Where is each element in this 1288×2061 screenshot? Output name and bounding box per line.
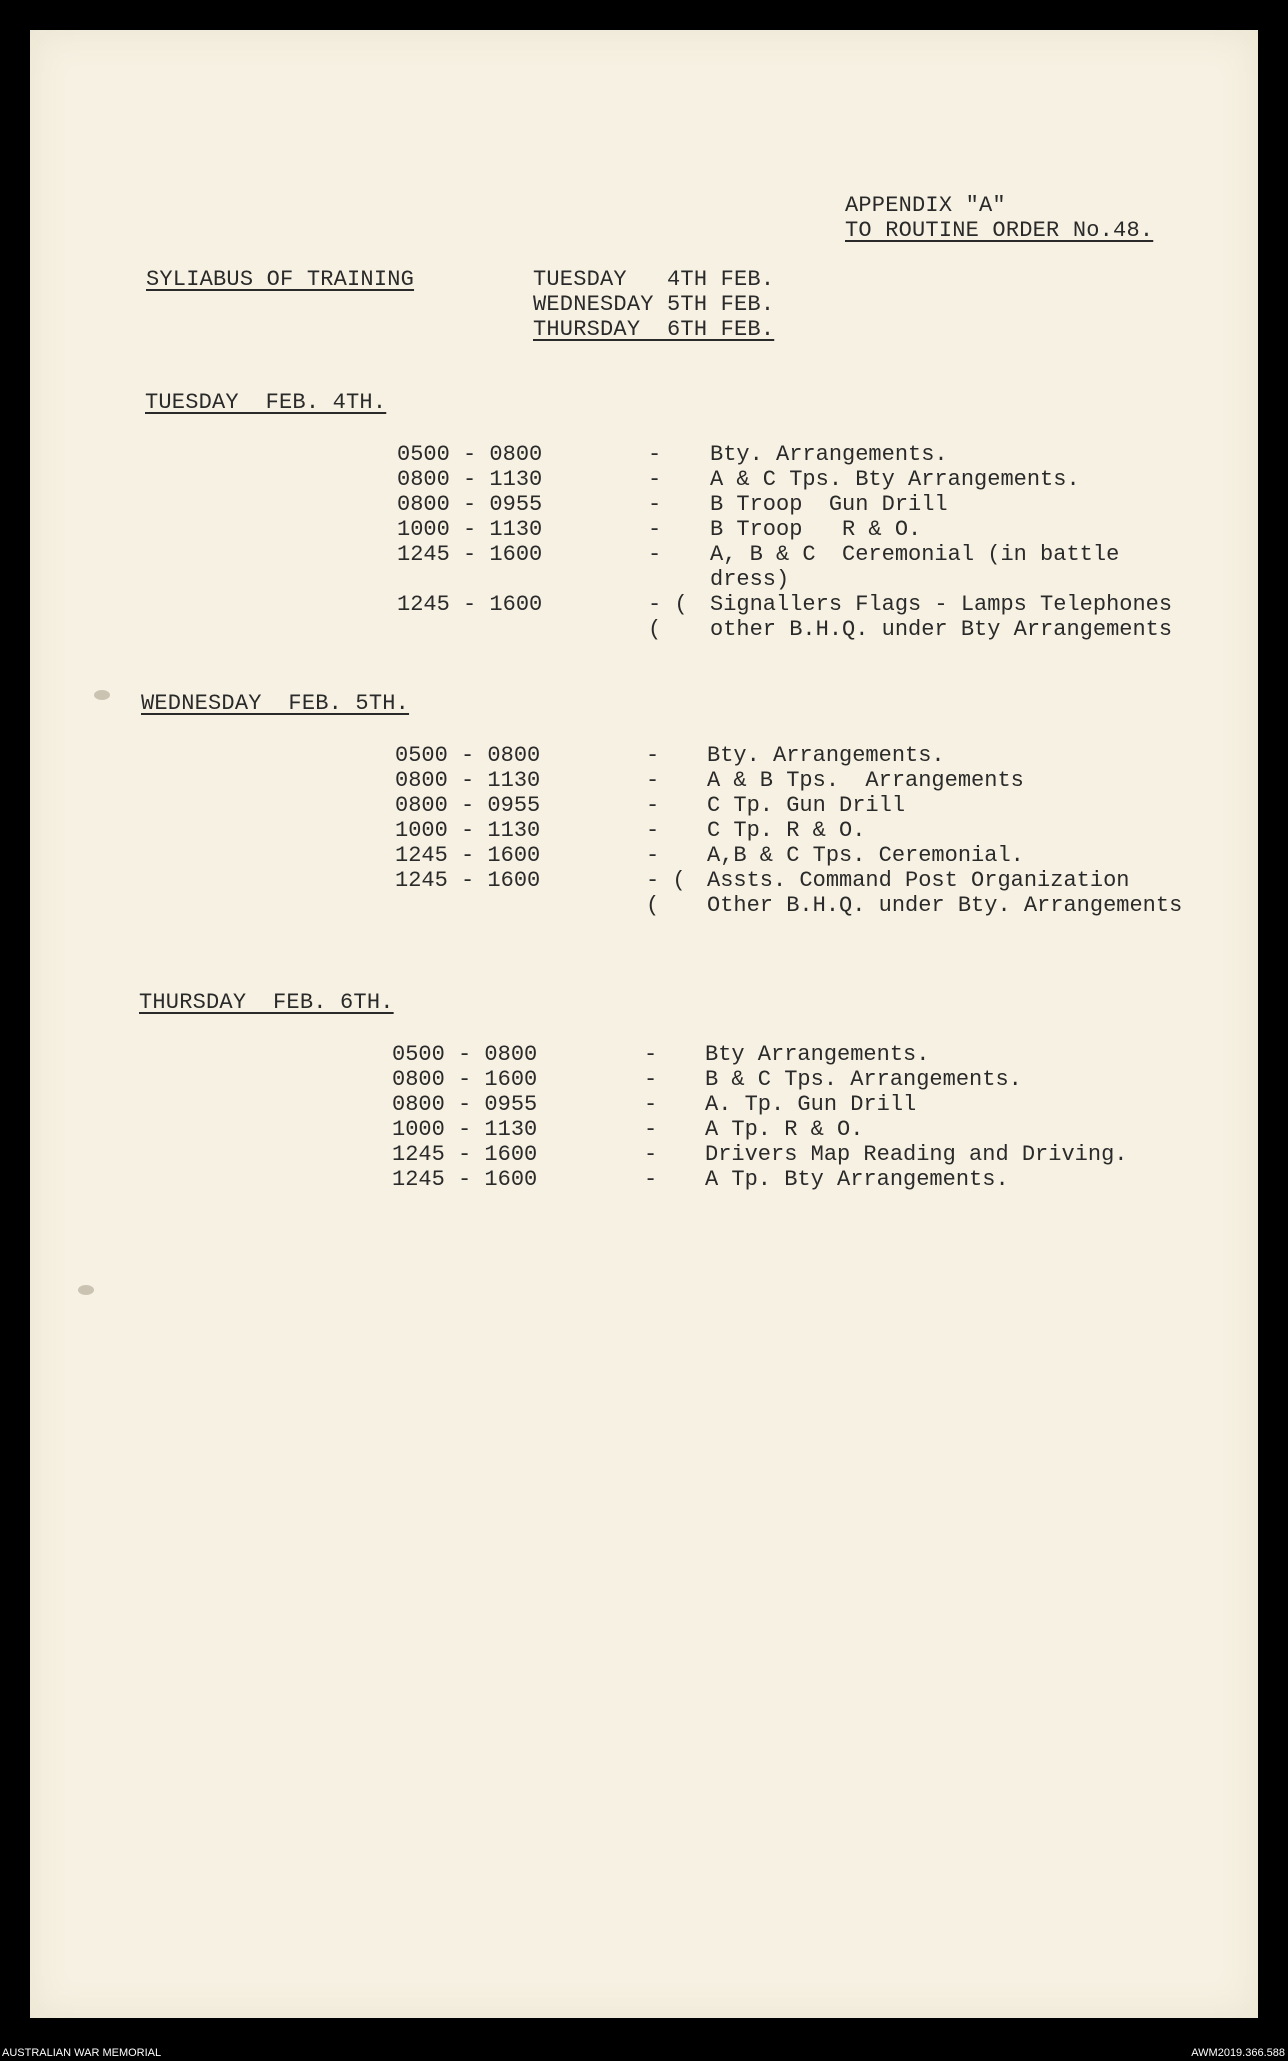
separator: - — [648, 442, 662, 467]
separator: - — [644, 1117, 658, 1142]
day-heading-tuesday: TUESDAY FEB. 4TH. — [145, 390, 387, 415]
separator: - — [648, 542, 662, 567]
schedule-row — [30, 592, 1258, 617]
schedule-row — [30, 617, 1258, 642]
separator: ( — [646, 893, 660, 918]
activity: Assts. Command Post Organization — [707, 868, 1130, 893]
separator: - — [648, 517, 662, 542]
time-range: 0800 - 1130 — [395, 768, 541, 793]
activity: A Tp. R & O. — [705, 1117, 864, 1142]
schedule-row — [30, 1092, 1258, 1117]
syllabus-date-wednesday: WEDNESDAY 5TH FEB. — [533, 292, 775, 317]
separator: - ( — [648, 592, 688, 617]
time-range: 1245 - 1600 — [395, 868, 541, 893]
separator: - — [646, 818, 660, 843]
time-range: 1245 - 1600 — [397, 542, 543, 567]
activity: B Troop Gun Drill — [710, 492, 948, 517]
separator: - — [648, 467, 662, 492]
activity: Bty. Arrangements. — [710, 442, 948, 467]
time-range: 0800 - 0955 — [397, 492, 543, 517]
activity: B & C Tps. Arrangements. — [705, 1067, 1022, 1092]
schedule-row — [30, 843, 1258, 868]
time-range: 1000 - 1130 — [397, 517, 543, 542]
activity: C Tp. R & O. — [707, 818, 866, 843]
schedule-row — [30, 1067, 1258, 1092]
schedule-row — [30, 492, 1258, 517]
schedule-row — [30, 442, 1258, 467]
day-heading-thursday: THURSDAY FEB. 6TH. — [139, 990, 394, 1015]
schedule-row — [30, 818, 1258, 843]
separator: - ( — [646, 868, 686, 893]
activity: A & C Tps. Bty Arrangements. — [710, 467, 1080, 492]
schedule-row — [30, 467, 1258, 492]
activity: other B.H.Q. under Bty Arrangements — [710, 617, 1173, 642]
time-range: 1245 - 1600 — [397, 592, 543, 617]
separator: - — [644, 1167, 658, 1192]
activity: A Tp. Bty Arrangements. — [705, 1167, 1009, 1192]
schedule-row — [30, 567, 1258, 592]
separator: - — [644, 1042, 658, 1067]
footer-source: AUSTRALIAN WAR MEMORIAL — [2, 2047, 162, 2059]
syllabus-date-thursday: THURSDAY 6TH FEB. — [533, 317, 775, 342]
time-range: 0800 - 1600 — [392, 1067, 538, 1092]
activity: dress) — [710, 567, 790, 592]
activity: Other B.H.Q. under Bty. Arrangements — [707, 893, 1183, 918]
time-range: 1245 - 1600 — [395, 843, 541, 868]
activity: Bty Arrangements. — [705, 1042, 930, 1067]
routine-order-label: TO ROUTINE ORDER No.48. — [845, 218, 1154, 243]
time-range: 0800 - 0955 — [392, 1092, 538, 1117]
time-range: 0500 - 0800 — [392, 1042, 538, 1067]
separator: ( — [648, 617, 662, 642]
punch-hole-mark — [94, 690, 110, 700]
time-range: 0800 - 1130 — [397, 467, 543, 492]
schedule-row — [30, 517, 1258, 542]
separator: - — [644, 1092, 658, 1117]
activity: Bty. Arrangements. — [707, 743, 945, 768]
separator: - — [646, 743, 660, 768]
time-range: 1000 - 1130 — [392, 1117, 538, 1142]
footer-reference: AWM2019.366.588 — [1191, 2047, 1285, 2059]
punch-hole-mark — [78, 1285, 94, 1295]
schedule-row — [30, 768, 1258, 793]
separator: - — [646, 768, 660, 793]
time-range: 0800 - 0955 — [395, 793, 541, 818]
document-page — [30, 30, 1258, 2018]
schedule-row — [30, 1042, 1258, 1067]
schedule-row — [30, 793, 1258, 818]
activity: Signallers Flags - Lamps Telephones — [710, 592, 1173, 617]
separator: - — [648, 492, 662, 517]
schedule-row — [30, 743, 1258, 768]
day-heading-wednesday: WEDNESDAY FEB. 5TH. — [141, 691, 410, 716]
activity: Drivers Map Reading and Driving. — [705, 1142, 1128, 1167]
schedule-row — [30, 1117, 1258, 1142]
activity: C Tp. Gun Drill — [707, 793, 906, 818]
activity: A,B & C Tps. Ceremonial. — [707, 843, 1024, 868]
activity: A. Tp. Gun Drill — [705, 1092, 917, 1117]
separator: - — [644, 1067, 658, 1092]
schedule-row — [30, 542, 1258, 567]
time-range: 0500 - 0800 — [395, 743, 541, 768]
schedule-row — [30, 1142, 1258, 1167]
time-range: 1000 - 1130 — [395, 818, 541, 843]
time-range: 0500 - 0800 — [397, 442, 543, 467]
appendix-label: APPENDIX "A" — [845, 193, 1006, 218]
activity: A & B Tps. Arrangements — [707, 768, 1024, 793]
syllabus-date-tuesday: TUESDAY 4TH FEB. — [533, 267, 775, 292]
separator: - — [646, 843, 660, 868]
activity: B Troop R & O. — [710, 517, 922, 542]
separator: - — [646, 793, 660, 818]
time-range: 1245 - 1600 — [392, 1167, 538, 1192]
schedule-row — [30, 868, 1258, 893]
time-range: 1245 - 1600 — [392, 1142, 538, 1167]
activity: A, B & C Ceremonial (in battle — [710, 542, 1120, 567]
syllabus-title: SYLIABUS OF TRAINING — [146, 267, 415, 292]
schedule-row — [30, 893, 1258, 918]
schedule-row — [30, 1167, 1258, 1192]
separator: - — [644, 1142, 658, 1167]
